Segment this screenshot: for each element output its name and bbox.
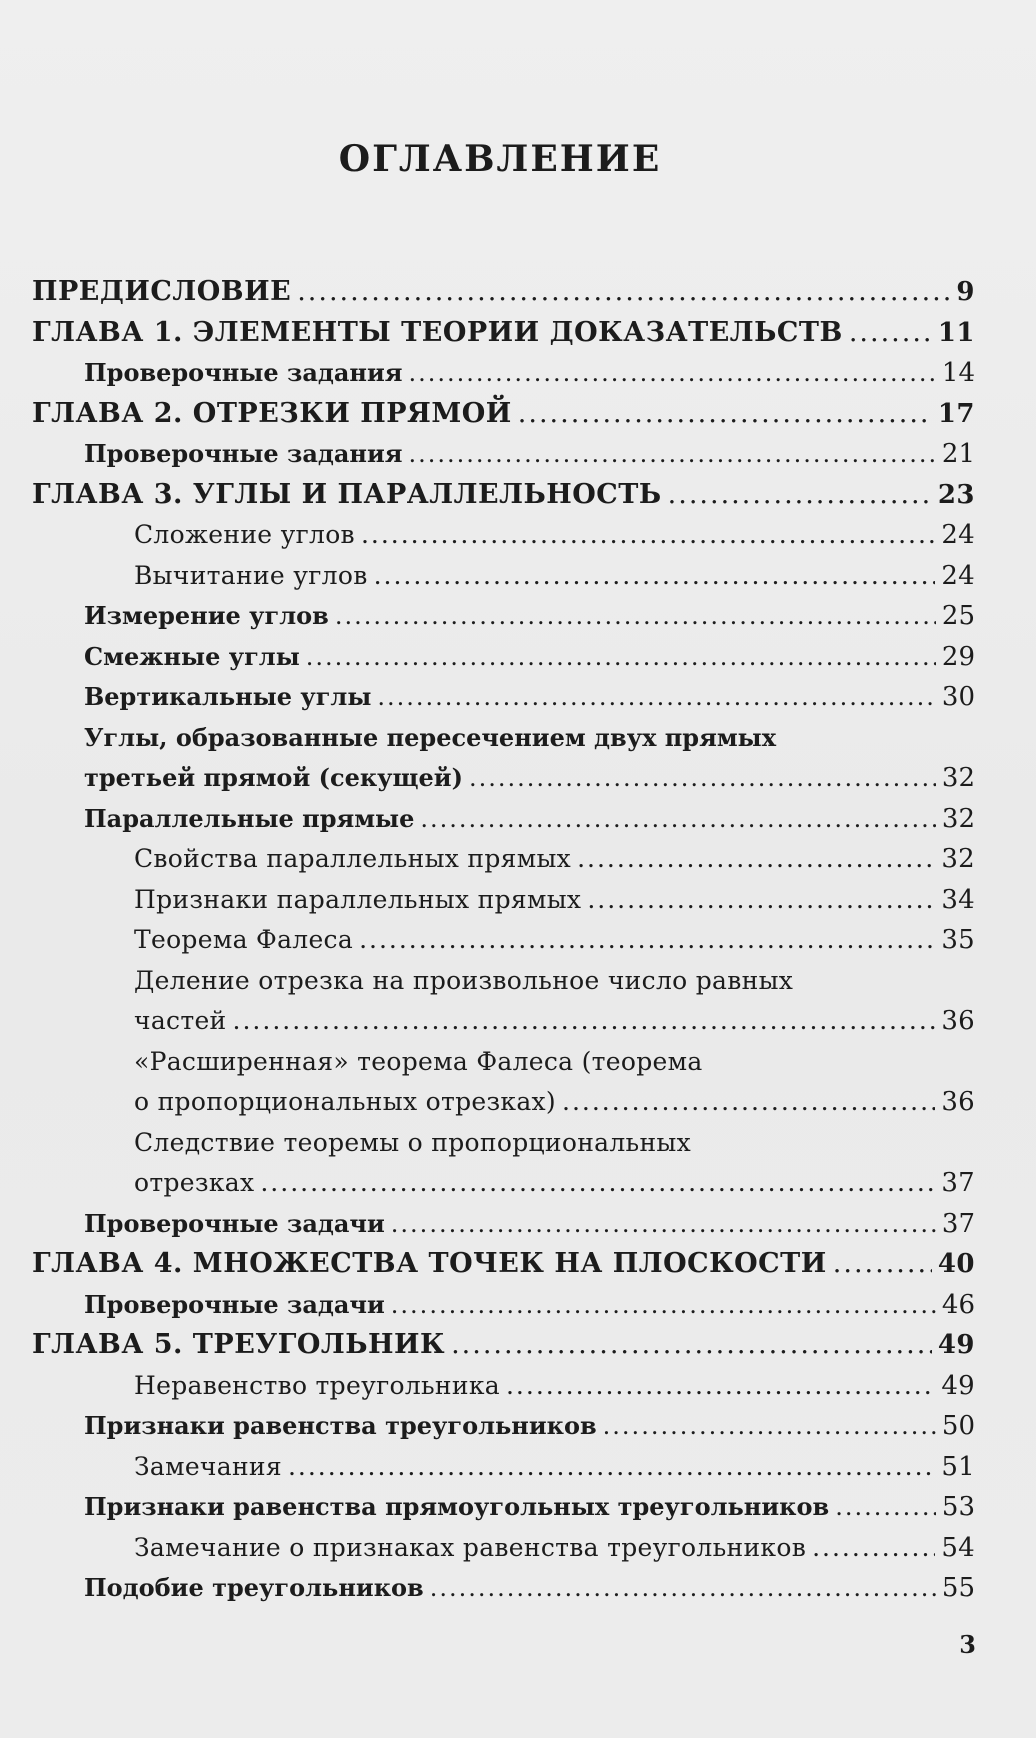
dot-leader	[288, 1447, 935, 1488]
dot-leader	[391, 1285, 936, 1326]
toc-entry	[32, 556, 975, 597]
dot-leader	[391, 1204, 936, 1245]
dot-leader	[562, 1082, 935, 1123]
toc-entry-page: 32	[941, 803, 975, 834]
toc-entry-title: ПРЕДИСЛОВИЕ	[32, 276, 292, 307]
toc-entry	[32, 596, 975, 637]
toc-entry-page: 53	[941, 1492, 975, 1522]
dot-leader	[451, 1325, 932, 1366]
dot-leader	[518, 394, 932, 435]
toc-entry-title: частей	[134, 1006, 227, 1035]
dot-leader	[420, 799, 936, 840]
dot-leader	[335, 596, 936, 637]
toc-entry-page: 37	[941, 1208, 975, 1239]
toc-entry-page: 35	[941, 925, 975, 955]
toc-entry	[32, 353, 975, 394]
toc-entry-title-line: Деление отрезка на произвольное число равных	[134, 965, 794, 995]
toc-entry	[32, 1001, 975, 1042]
toc-entry	[32, 475, 975, 516]
toc-entry-title: ГЛАВА 4. МНОЖЕСТВА ТОЧЕК НА ПЛОСКОСТИ	[32, 1248, 827, 1279]
toc-entry-page: 30	[941, 682, 975, 712]
toc-entry-title: ГЛАВА 5. ТРЕУГОЛЬНИК	[32, 1329, 446, 1360]
dot-leader	[297, 272, 950, 313]
toc-entry-page: 54	[941, 1532, 975, 1563]
dot-leader	[469, 758, 936, 799]
table-of-contents	[32, 272, 975, 1609]
dot-leader	[377, 677, 936, 718]
toc-entry-title: Свойства параллельных прямых	[134, 844, 572, 873]
toc-entry	[32, 880, 975, 921]
toc-entry	[32, 799, 975, 840]
toc-entry	[32, 1487, 975, 1528]
toc-entry-page: 24	[941, 520, 975, 550]
toc-entry-page: 46	[941, 1289, 975, 1320]
toc-entry-page: 55	[941, 1573, 975, 1603]
toc-entry-page: 34	[941, 884, 975, 915]
dot-leader	[409, 353, 936, 394]
dot-leader	[233, 1001, 936, 1042]
toc-entry	[32, 1204, 975, 1245]
toc-entry-title: Проверочные задачи	[84, 1208, 385, 1238]
toc-entry-title-line: Углы, образованные пересечением двух прямых	[84, 722, 777, 752]
toc-entry-title: Проверочные задания	[84, 358, 403, 387]
dot-leader	[587, 880, 935, 921]
toc-entry-page: 17	[937, 398, 975, 429]
toc-entry-title: Признаки равенства треугольников	[84, 1411, 597, 1440]
dot-leader	[668, 475, 932, 516]
toc-entry-title-line: Следствие теоремы о пропорциональных	[134, 1127, 692, 1157]
toc-entry-page: 11	[937, 317, 975, 348]
toc-entry-title: Неравенство треугольника	[134, 1370, 500, 1400]
toc-entry	[32, 1285, 975, 1326]
toc-entry-page: 50	[941, 1411, 975, 1441]
toc-entry-title: Сложение углов	[134, 520, 355, 549]
toc-entry-page: 25	[941, 601, 975, 631]
toc-entry-page: 40	[937, 1249, 975, 1279]
toc-entry	[32, 1163, 975, 1204]
toc-entry-title: Замечания	[134, 1451, 282, 1481]
toc-entry-title: Смежные углы	[84, 641, 300, 671]
toc-entry	[32, 1325, 975, 1366]
toc-entry-title: ГЛАВА 1. ЭЛЕМЕНТЫ ТЕОРИИ ДОКАЗАТЕЛЬСТВ	[32, 316, 843, 348]
toc-entry-page: 32	[941, 763, 975, 793]
dot-leader	[603, 1406, 936, 1447]
toc-entry-title: отрезках	[134, 1168, 255, 1197]
toc-entry-title: ГЛАВА 2. ОТРЕЗКИ ПРЯМОЙ	[32, 397, 512, 429]
toc-entry-title: Замечание о признаках равенства треугольников	[134, 1532, 807, 1562]
toc-entry-title: Теорема Фалеса	[134, 925, 354, 954]
toc-entry	[32, 272, 975, 313]
toc-entry-page: 49	[937, 1330, 975, 1360]
dot-leader	[361, 515, 935, 556]
dot-leader	[833, 1244, 932, 1285]
dot-leader	[374, 556, 936, 597]
toc-entry-title: Проверочные задания	[84, 439, 403, 468]
toc-entry-title: Вычитание углов	[134, 560, 368, 590]
toc-entry	[32, 677, 975, 718]
toc-entry	[32, 1528, 975, 1569]
toc-entry	[32, 1366, 975, 1407]
dot-leader	[409, 434, 936, 475]
toc-entry-page: 23	[937, 479, 975, 510]
toc-entry-title: ГЛАВА 3. УГЛЫ И ПАРАЛЛЕЛЬНОСТЬ	[32, 478, 662, 510]
toc-entry	[32, 758, 975, 799]
toc-entry	[32, 1406, 975, 1447]
toc-entry-title: Измерение углов	[84, 601, 329, 630]
toc-entry	[32, 1244, 975, 1285]
toc-entry-page: 21	[941, 439, 975, 469]
toc-entry-page: 36	[941, 1087, 975, 1117]
toc-entry-page: 51	[941, 1451, 975, 1482]
toc-entry-page: 14	[941, 358, 975, 388]
dot-leader	[260, 1163, 935, 1204]
toc-entry-title: третьей прямой (секущей)	[84, 763, 463, 792]
toc-entry-page: 49	[941, 1370, 975, 1401]
dot-leader	[359, 920, 935, 961]
dot-leader	[849, 313, 932, 354]
toc-entry	[32, 515, 975, 556]
dot-leader	[306, 637, 936, 678]
toc-entry-page: 9	[956, 277, 975, 307]
toc-entry-title: Параллельные прямые	[84, 803, 415, 833]
toc-entry-page: 36	[941, 1006, 975, 1036]
toc-entry	[32, 1447, 975, 1488]
toc-entry	[32, 637, 975, 678]
toc-entry-title-line: «Расширенная» теорема Фалеса (теорема	[134, 1046, 703, 1076]
toc-entry-page: 29	[941, 641, 975, 672]
toc-entry-page: 37	[941, 1168, 975, 1198]
toc-entry	[32, 394, 975, 435]
page-title: ОГЛАВЛЕНИЕ	[338, 138, 662, 180]
toc-entry-title: Признаки равенства прямоугольных треугольников	[84, 1492, 830, 1521]
dot-leader	[812, 1528, 935, 1569]
dot-leader	[577, 839, 935, 880]
toc-entry	[32, 1568, 975, 1609]
dot-leader	[506, 1366, 935, 1407]
toc-entry-page: 32	[941, 844, 975, 874]
toc-entry-title: о пропорциональных отрезках)	[134, 1087, 556, 1116]
toc-entry	[32, 839, 975, 880]
toc-entry-title: Проверочные задачи	[84, 1289, 385, 1319]
toc-entry	[32, 434, 975, 475]
dot-leader	[430, 1568, 936, 1609]
dot-leader	[835, 1487, 936, 1528]
toc-entry	[32, 920, 975, 961]
toc-entry-title: Вертикальные углы	[84, 682, 372, 711]
toc-entry	[32, 1082, 975, 1123]
toc-entry-title: Подобие треугольников	[84, 1573, 424, 1602]
page-number: 3	[959, 1630, 976, 1659]
toc-entry	[32, 313, 975, 354]
toc-entry-page: 24	[941, 560, 975, 591]
toc-entry-title: Признаки параллельных прямых	[134, 884, 582, 914]
